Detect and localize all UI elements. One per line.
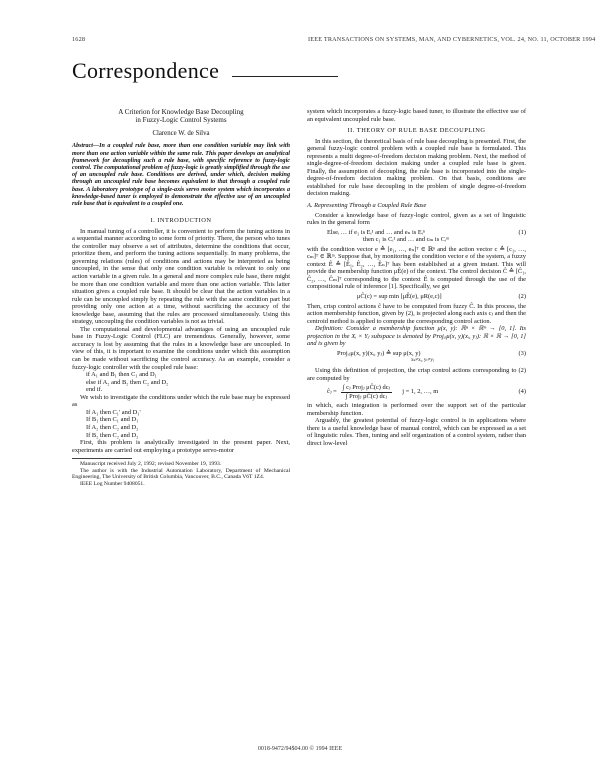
equation-1: [307, 229, 526, 244]
theory-paragraph-4: Then, crisp control actions ĉ have to be computed from fuzzy Ĉ. In this process, the action membership function, given by (2), is projected along each axis cⱼ and then the centroid method is applied to compute the corresponding control action.: [307, 302, 526, 325]
intro-paragraph-1: In manual tuning of a controller, it is convenient to perform the tuning actions in a sequential manner according to some form of priority. There, the person who tunes the controller may observe a set of attributes, determine the conditions that occur, prioritize them, and perform the tuning actions sequentially. In many problems, the governing relations (rules) of conditions and actions may be interpreted as being uncoupled, in the sense that only one condition variable is relevant to only one action variable in a given rule. In a general and more complex rule base, there might be more than one condition variable and more than one action variable. This latter situation gives a coupled rule base. It should be clear that the action variables in a rule can be uncoupled simply by repeating the rule with the same condition part but providing only one action at a time, without sacrificing the accuracy of the knowledge base, assuming that the rules are processed simultaneously. Using this strategy, uncoupling the condition variables is not as trivial.: [72, 227, 290, 326]
equation-4-denominator: ∫ Projⱼ μĈ(c) dcⱼ: [345, 392, 388, 400]
title-rule: [232, 76, 338, 77]
equation-1-line-2: then c₁ is Cᵢ¹ and … and cₘ is Cᵢᵐ: [363, 236, 450, 244]
equation-2-body: μĈ(c) = sup min [μÊ(e), μR(e,c)]: [357, 293, 442, 301]
abstract: Abstract—In a coupled rule base, more than one condition variable may link with more than one action variable within the same rule. This paper develops an analytical framework for decoupling such a rule base, with specific reference to fuzzy-logic control. The computational problem of fuzzy-logic is greatly simplified through the use of an uncoupled rule base. Conditions are derived, under which, decision making through an uncoupled rule base becomes equivalent to that through a coupled rule base. A laboratory prototype of a single-axis servo motor system which incorporates a knowledge-based tuner is employed to demonstrate the effective use of an uncoupled rule base that is equivalent to a coupled one.: [72, 143, 290, 207]
paper-title-line-2: in Fuzzy-Logic Control Systems: [135, 116, 227, 125]
equation-4: [307, 384, 526, 400]
running-header: IEEE TRANSACTIONS ON SYSTEMS, MAN, AND CYBERNETICS, VOL. 24, NO. 11, OCTOBER 1994: [308, 36, 596, 43]
coupled-rule: if A₁ and B₁ then C₁ and D₁: [86, 371, 157, 379]
equation-3-body: Projᵢⱼμ(x, y)(xᵢ, yⱼ) ≙ sup μ(x, y): [337, 349, 421, 357]
equation-4-number: (4): [518, 388, 526, 396]
uncoupled-rule: If A₂ then C₂ and D₂: [86, 423, 139, 431]
equation-4-numerator: ∫ cⱼ Projⱼ μĈ(c) dcⱼ: [342, 384, 391, 392]
intro-paragraph-2: The computational and developmental advantages of using an uncoupled rule base in Fuzzy-Logic Control (FLC) are tremendous. Generally, however, some accuracy is lost by assuming that the rules in a knowledge base are uncoupled. In view of this, it is important to examine the conditions under which this assumption can be made without sacrificing the control accuracy. As an example, consider a fuzzy-logic controller with the coupled rule base:: [72, 325, 290, 371]
theory-paragraph-1: In this section, the theoretical basis of rule base decoupling is presented. First, the general fuzzy-logic control problem with a coupled rule base is formulated. This represents a multi degree-of-freedom decision making problem. Next, the method of single-degree-of-freedom decision making under a coupled rule base is given. Finally, the assumption of decoupling, the rule base is incorporated into the single-degree-of-freedom decision making problem. On that basis, conditions are established for rule base decoupling in the problem of single degree-of-freedom decision making.: [307, 137, 526, 198]
section-heading-introduction: I. INTRODUCTION: [150, 217, 212, 225]
uncoupled-rule-list: [72, 409, 290, 439]
uncoupled-rule: If A₁ then C₁' and D₁': [86, 408, 141, 416]
equation-1-line-1: Elseᵢ … if e₁ is Eᵢ¹ and … and eₙ is Eᵢⁿ: [327, 228, 425, 236]
author: Clarence W. de Silva: [152, 129, 210, 137]
footnote-rule: [72, 458, 132, 459]
subsection-heading: A. Representing Through a Coupled Rule Base: [307, 202, 427, 210]
definition: Definition: Consider a membership function μ(x, y): ℝⁿ × ℝᵐ → [0, 1]. Its projection in the Xᵢ × Yⱼ subspace is denoted by Projᵢⱼμ(x, y)(xᵢ, yⱼ): ℝ × ℝ → [0, 1] and is given by: [307, 325, 526, 348]
footnotes: [72, 461, 290, 487]
paper-title: [72, 108, 290, 125]
equation-3-number: (3): [518, 349, 526, 357]
equation-4-fraction: [341, 384, 393, 400]
coupled-rule: end if.: [86, 386, 103, 394]
coupled-rule-list: [72, 371, 290, 394]
right-paragraph-0: system which incorporates a fuzzy-logic based tuner, to illustrate the effective use of an equivalent uncoupled rule base.: [307, 108, 526, 123]
equation-4-lhs: ĉⱼ =: [327, 388, 337, 396]
paper-title-line-1: A Criterion for Knowledge Base Decoupling: [118, 108, 244, 116]
equation-3-subscript: xₖ≠xᵢ, yₗ≠yⱼ: [411, 358, 435, 364]
right-column: [307, 108, 526, 447]
uncoupled-rule: If B₂ then C₂ and D₂: [86, 431, 139, 439]
uncoupled-rule: If B₁ then C₁ and D₁: [86, 416, 139, 424]
intro-paragraph-3: We wish to investigate the conditions under which the rule base may be expressed as: [72, 393, 290, 409]
theory-paragraph-7: Arguably, the greatest potential of fuzzy-logic control is in applications where there is a useful knowledge base of manual control, which can be expressed as a set of linguistic rules. Then, tuning and self organization of a control system, rather than direct low-level: [307, 417, 526, 447]
copyright-line: 0018-9472/94$04.00 © 1994 IEEE: [257, 746, 343, 752]
equation-2-number: (2): [518, 293, 526, 301]
equation-3: [307, 350, 526, 365]
theory-paragraph-3: with the condition vector e ≙ [e₁, …, eₙ]ᵀ ∈ ℝⁿ and the action vector c ≙ [c₁, …, cₘ]ᵀ ∈ ℝᵐ. Suppose that, by monitoring the condition vector e of the system, a fuzzy context Ê ≙ [Ê₁, Ê₂, …, Êₙ]ᵀ has been established at a given instant. This will provide the membership function μÊ(e) of the context. The control decision Ĉ ≙ [Ĉ₁, Ĉ₂, …, Ĉₘ]ᵀ corresponding to the context Ê is computed through the use of the compositional rule of inference [1]. Specifically, we get: [307, 245, 526, 291]
footnote-received: Manuscript received July 2, 1992; revised November 19, 1993.: [80, 461, 222, 468]
theory-paragraph-6: in which, each integration is performed over the support set of the particular membership function.: [307, 402, 526, 417]
intro-paragraph-4: First, this problem is analytically investigated in the present paper. Next, experiments are carried out employing a prototype servo-motor: [72, 439, 290, 454]
footnote-affiliation: The author is with the Industrial Automation Laboratory, Department of Mechanical Engineering, The University of British Columbia, Vancouver, B.C., Canada V6T 1Z4.: [72, 467, 290, 481]
equation-2: [307, 293, 526, 301]
theory-paragraph-2: Consider a knowledge base of fuzzy-logic control, given as a set of linguistic rules in the general form: [307, 211, 526, 227]
section-title: Correspondence: [72, 58, 220, 83]
section-heading-theory: II. THEORY OF RULE BASE DECOUPLING: [347, 127, 486, 135]
page-number: 1628: [72, 36, 86, 43]
coupled-rule: else if A₂ and B₂ then C₂ and D₂: [86, 378, 169, 386]
footnote-log-number: IEEE Log Number 9408051.: [80, 480, 145, 487]
theory-paragraph-5: Using this definition of projection, the crisp control actions corresponding to (2) are computed by: [307, 366, 526, 382]
equation-1-number: (1): [518, 228, 526, 236]
left-column: [72, 108, 290, 487]
equation-4-condition: j = 1, 2, …, m: [402, 388, 439, 396]
